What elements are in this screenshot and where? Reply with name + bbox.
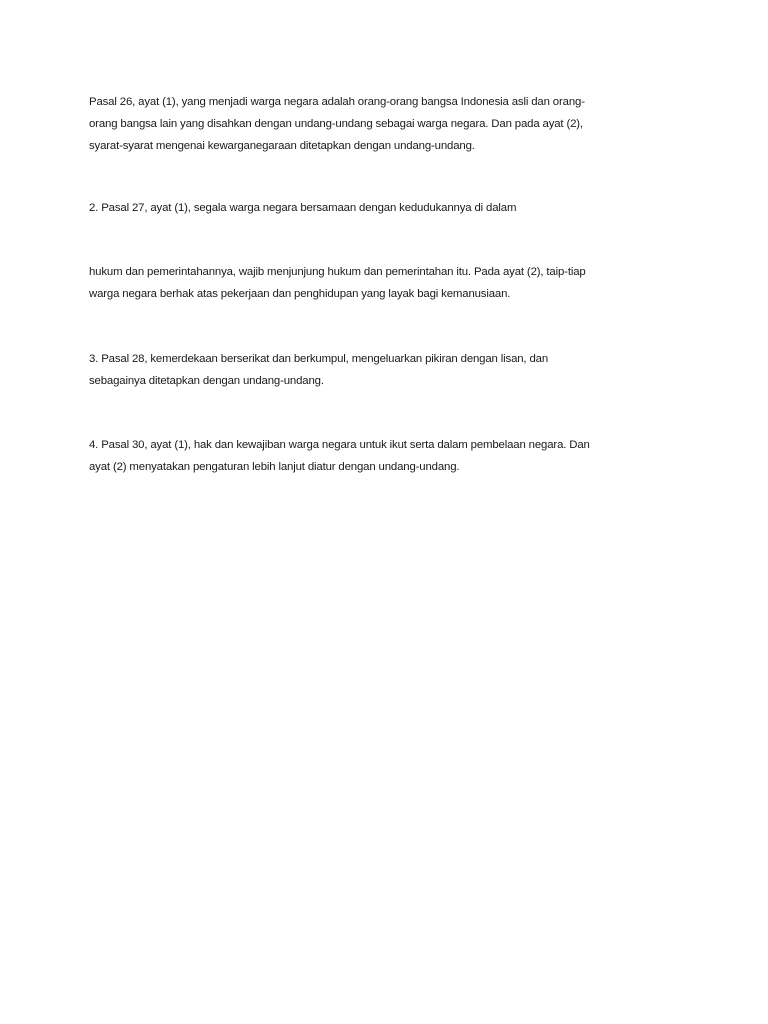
paragraph-line: 2. Pasal 27, ayat (1), segala warga negara bersamaan dengan kedudukannya di dalam (89, 202, 517, 214)
paragraph-pasal-26 (89, 91, 689, 157)
paragraph-line: Pasal 26, ayat (1), yang menjadi warga negara adalah orang-orang bangsa Indonesia asli dan orang- (89, 96, 585, 108)
paragraph-line: 4. Pasal 30, ayat (1), hak dan kewajiban warga negara untuk ikut serta dalam pembelaan negara. Dan (89, 439, 590, 451)
paragraph-line: warga negara berhak atas pekerjaan dan penghidupan yang layak bagi kemanusiaan. (89, 288, 511, 300)
paragraph-line: sebagainya ditetapkan dengan undang-undang. (89, 375, 324, 387)
paragraph-pasal-30 (89, 434, 689, 478)
paragraph-line: hukum dan pemerintahannya, wajib menjunjung hukum dan pemerintahan itu. Pada ayat (2), taip-tiap (89, 266, 586, 278)
paragraph-line: syarat-syarat mengenai kewarganegaraan ditetapkan dengan undang-undang. (89, 140, 475, 152)
paragraph-pasal-27-part-2 (89, 261, 689, 305)
paragraph-line: 3. Pasal 28, kemerdekaan berserikat dan berkumpul, mengeluarkan pikiran dengan lisan, dan (89, 353, 549, 365)
paragraph-pasal-27-part-1 (89, 197, 689, 219)
paragraph-pasal-28 (89, 348, 689, 392)
paragraph-line: ayat (2) menyatakan pengaturan lebih lanjut diatur dengan undang-undang. (89, 461, 460, 473)
paragraph-line: orang bangsa lain yang disahkan dengan undang-undang sebagai warga negara. Dan pada ayat (2), (89, 118, 583, 130)
